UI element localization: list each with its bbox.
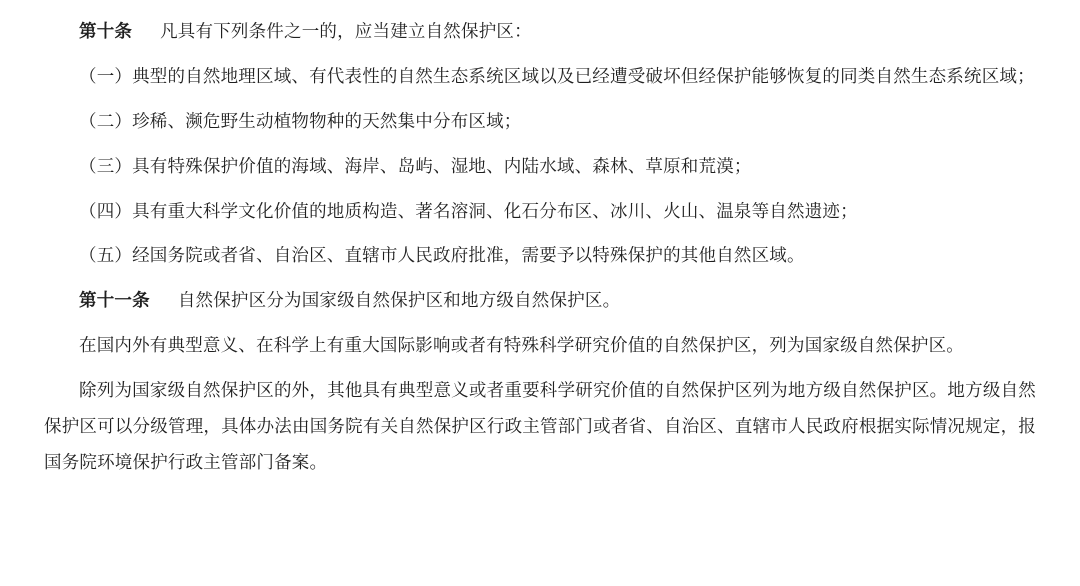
article-10-item-4: （四）具有重大科学文化价值的地质构造、著名溶洞、化石分布区、冰川、火山、温泉等自然遗迹；	[79, 200, 858, 221]
article-10-item-3: （三）具有特殊保护价值的海域、海岸、岛屿、湿地、内陆水域、森林、草原和荒漠；	[79, 155, 752, 176]
article-10-item-2: （二）珍稀、濒危野生动植物物种的天然集中分布区域；	[79, 110, 522, 131]
article-11-label: 第十一条	[79, 290, 150, 311]
article-10-label: 第十条	[79, 21, 133, 41]
article-10-heading-text: 凡具有下列条件之一的，应当建立自然保护区：	[160, 21, 532, 41]
article-11-paragraph-1: 在国内外有典型意义、在科学上有重大国际影响或者有特殊科学研究价值的自然保护区，列为国家级自然保护区。	[79, 335, 964, 356]
article-10-heading	[44, 14, 1036, 50]
article-11-heading-text: 自然保护区分为国家级自然保护区和地方级自然保护区。	[177, 290, 621, 311]
article-10-item-5: （五）经国务院或者省、自治区、直辖市人民政府批准，需要予以特殊保护的其他自然区域。	[79, 245, 805, 266]
article-11-heading	[44, 283, 1036, 319]
article-10-item-1: （一）典型的自然地理区域、有代表性的自然生态系统区域以及已经遭受破坏但经保护能够恢复的同类自然生态系统区域；	[79, 65, 1035, 86]
article-11-paragraph-2: 除列为国家级自然保护区的外，其他具有典型意义或者重要科学研究价值的自然保护区列为地方级自然保护区。地方级自然保护区可以分级管理，具体办法由国务院有关自然保护区行政主管部门或者省、自治区、直辖市人民政府根据实际情况规定，报国务院环境保护行政主管部门备案。	[44, 380, 1036, 472]
